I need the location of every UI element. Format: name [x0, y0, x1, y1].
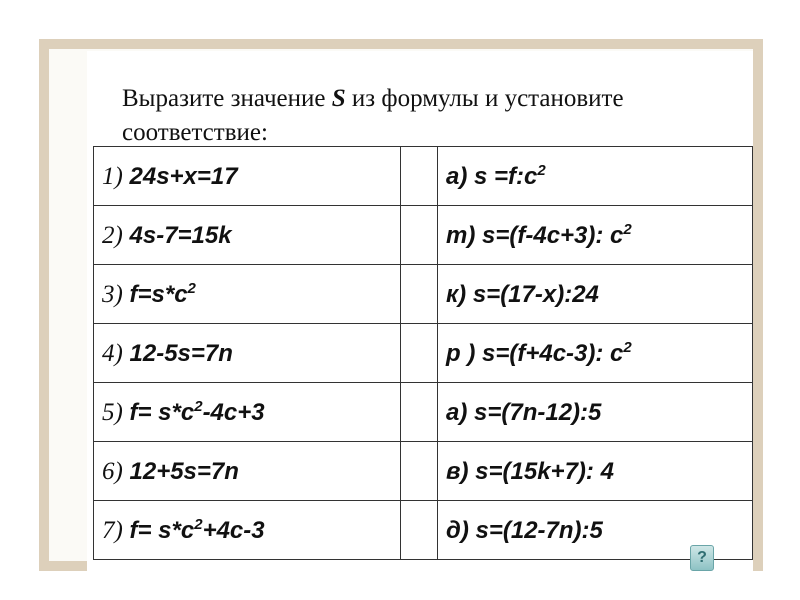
formula-text: f=s*c	[129, 280, 188, 308]
answer-cell	[438, 442, 753, 501]
question-icon: ?	[697, 549, 707, 566]
answer-text: д) s=(12-7n):5	[446, 516, 603, 544]
formula-cell	[94, 147, 401, 206]
answer-text: р ) s=(f+4c-3): c	[446, 339, 624, 367]
answer-exponent: 2	[623, 220, 632, 238]
formula-cell	[94, 442, 401, 501]
row-number: 6)	[102, 457, 123, 485]
matching-table	[93, 146, 753, 560]
formula-cell	[94, 206, 401, 265]
task-title	[122, 82, 682, 150]
answer-cell	[438, 265, 753, 324]
formula-cell	[94, 383, 401, 442]
formula-text: 24s+x=17	[129, 162, 238, 190]
row-number: 2)	[102, 221, 123, 249]
formula-text: f= s*c	[129, 516, 195, 544]
answer-cell	[438, 147, 753, 206]
answer-cell	[438, 383, 753, 442]
table-row	[94, 442, 753, 501]
blank-cell	[401, 383, 438, 442]
blank-cell	[401, 501, 438, 560]
help-button[interactable]	[690, 545, 714, 571]
answer-text: т) s=(f-4c+3): c	[446, 221, 624, 249]
table-row	[94, 383, 753, 442]
title-variable: S	[331, 85, 346, 112]
blank-cell	[401, 324, 438, 383]
table-row	[94, 206, 753, 265]
formula-exponent: 2	[194, 515, 203, 533]
formula-exponent: 2	[194, 397, 203, 415]
formula-text: 12+5s=7n	[129, 457, 239, 485]
answer-text: а) s =f:c	[446, 162, 538, 190]
formula-exponent: 2	[187, 279, 196, 297]
answer-exponent: 2	[623, 338, 632, 356]
table-row	[94, 501, 753, 560]
formula-cell	[94, 324, 401, 383]
answer-text: к) s=(17-x):24	[446, 280, 599, 308]
table-row	[94, 265, 753, 324]
blank-cell	[401, 147, 438, 206]
table-row	[94, 147, 753, 206]
formula-tail: -4c+3	[202, 398, 265, 426]
row-number: 3)	[102, 280, 123, 308]
formula-cell	[94, 265, 401, 324]
answer-cell	[438, 324, 753, 383]
formula-text: f= s*c	[129, 398, 195, 426]
formula-text: 4s-7=15k	[129, 221, 232, 249]
blank-cell	[401, 206, 438, 265]
answer-text: в) s=(15k+7): 4	[446, 457, 614, 485]
title-text-start: Выразите значение	[122, 85, 332, 112]
answer-cell	[438, 206, 753, 265]
blank-cell	[401, 265, 438, 324]
row-number: 4)	[102, 339, 123, 367]
formula-tail: +4c-3	[202, 516, 265, 544]
table-row	[94, 324, 753, 383]
row-number: 1)	[102, 162, 123, 190]
answer-text: а) s=(7n-12):5	[446, 398, 602, 426]
blank-cell	[401, 442, 438, 501]
answer-exponent: 2	[537, 161, 546, 179]
formula-text: 12-5s=7n	[129, 339, 233, 367]
row-number: 7)	[102, 516, 123, 544]
row-number: 5)	[102, 398, 123, 426]
formula-cell	[94, 501, 401, 560]
title-text-end: из формулы и установите соответствие:	[122, 85, 624, 146]
